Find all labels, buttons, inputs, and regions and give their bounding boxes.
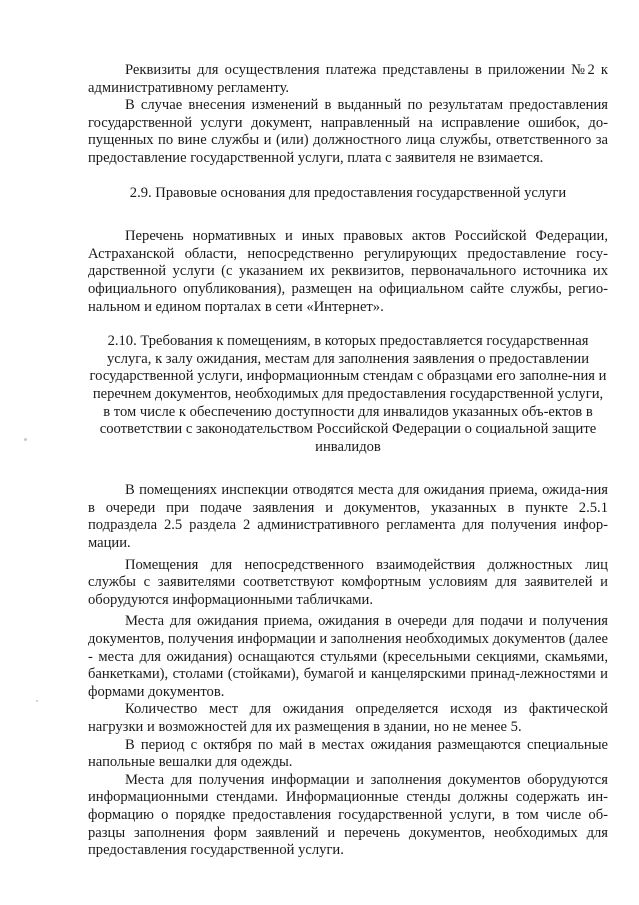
section-heading-2-10: 2.10. Требования к помещениям, в которых предоставляется государственная услуга, к залу ожидания, местам для заполнения заявления о предоставлении государственной услуги, информационным стендам с образцами его заполне-ния и перечнем документов, необходимых для предоставления государственной услуги, в том числе к обеспечению доступности для инвалидов указанных объ-ектов в соответствии с законодательством Российской Федерации о социальной защите инвалидов (89, 333, 607, 455)
paragraph-payment-details: Реквизиты для осуществления платежа представлены в приложении №2 к административному регламенту. (88, 62, 608, 96)
paragraph-info-stands: Места для получения информации и заполнения документов оборудуются информационными стендами. Информационные стенды должны содержать ин-формацию о порядке предоставления государственной услуги, в том числе об-разцы заполнения форм заявлений и перечень документов, необходимых для предоставления государственной услуги. (88, 771, 608, 859)
paragraph-interaction-rooms: Помещения для непосредственного взаимодействия должностных лиц службы с заявителями соответствуют комфортным условиям для заявителей и оборудуются информационными табличками. (88, 556, 608, 608)
scan-speck (24, 438, 27, 441)
document-page (88, 62, 608, 860)
paragraph-legal-basis: Перечень нормативных и иных правовых актов Российской Федерации, Астраханской области, непосредственно регулирующих предоставление госу-дарственной услуги (с указанием их реквизитов, первоначального источника их официального опубликования), размещен на официальном сайте службы, регио-нальном и едином порталах в сети «Интернет». (88, 228, 608, 315)
paragraph-coat-hangers: В период с октября по май в местах ожидания размещаются специальные напольные вешалки для одежды. (88, 736, 608, 771)
paragraph-waiting-equipment: Места для ожидания приема, ожидания в очереди для подачи и получения документов, получения информации и заполнения необходимых документов (далее - места для ожидания) оснащаются стульями (кресельными секциями, скамьями, банкетками), столами (стойками), бумагой и канцелярскими принад-лежностями и формами документов. (88, 613, 608, 700)
paragraph-waiting-areas: В помещениях инспекции отводятся места для ожидания приема, ожида-ния в очереди при подаче заявления и документов, указанных в пункте 2.5.1 подраздела 2.5 раздела 2 административного регламента для получения инфор-мации. (88, 482, 608, 552)
paragraph-no-fee-on-correction: В случае внесения изменений в выданный по результатам предоставления государственной услуги документ, направленный на исправление ошибок, до-пущенных по вине службы и (или) должностного лица службы, ответственного за предоставление государственной услуги, плата с заявителя не взимается. (88, 97, 608, 166)
paragraph-seat-count: Количество мест для ожидания определяется исходя из фактической нагрузки и возможностей для их размещения в здании, но не менее 5. (88, 701, 608, 735)
section-heading-2-9: 2.9. Правовые основания для предоставления государственной услуги (129, 184, 567, 201)
scan-speck (36, 700, 38, 702)
